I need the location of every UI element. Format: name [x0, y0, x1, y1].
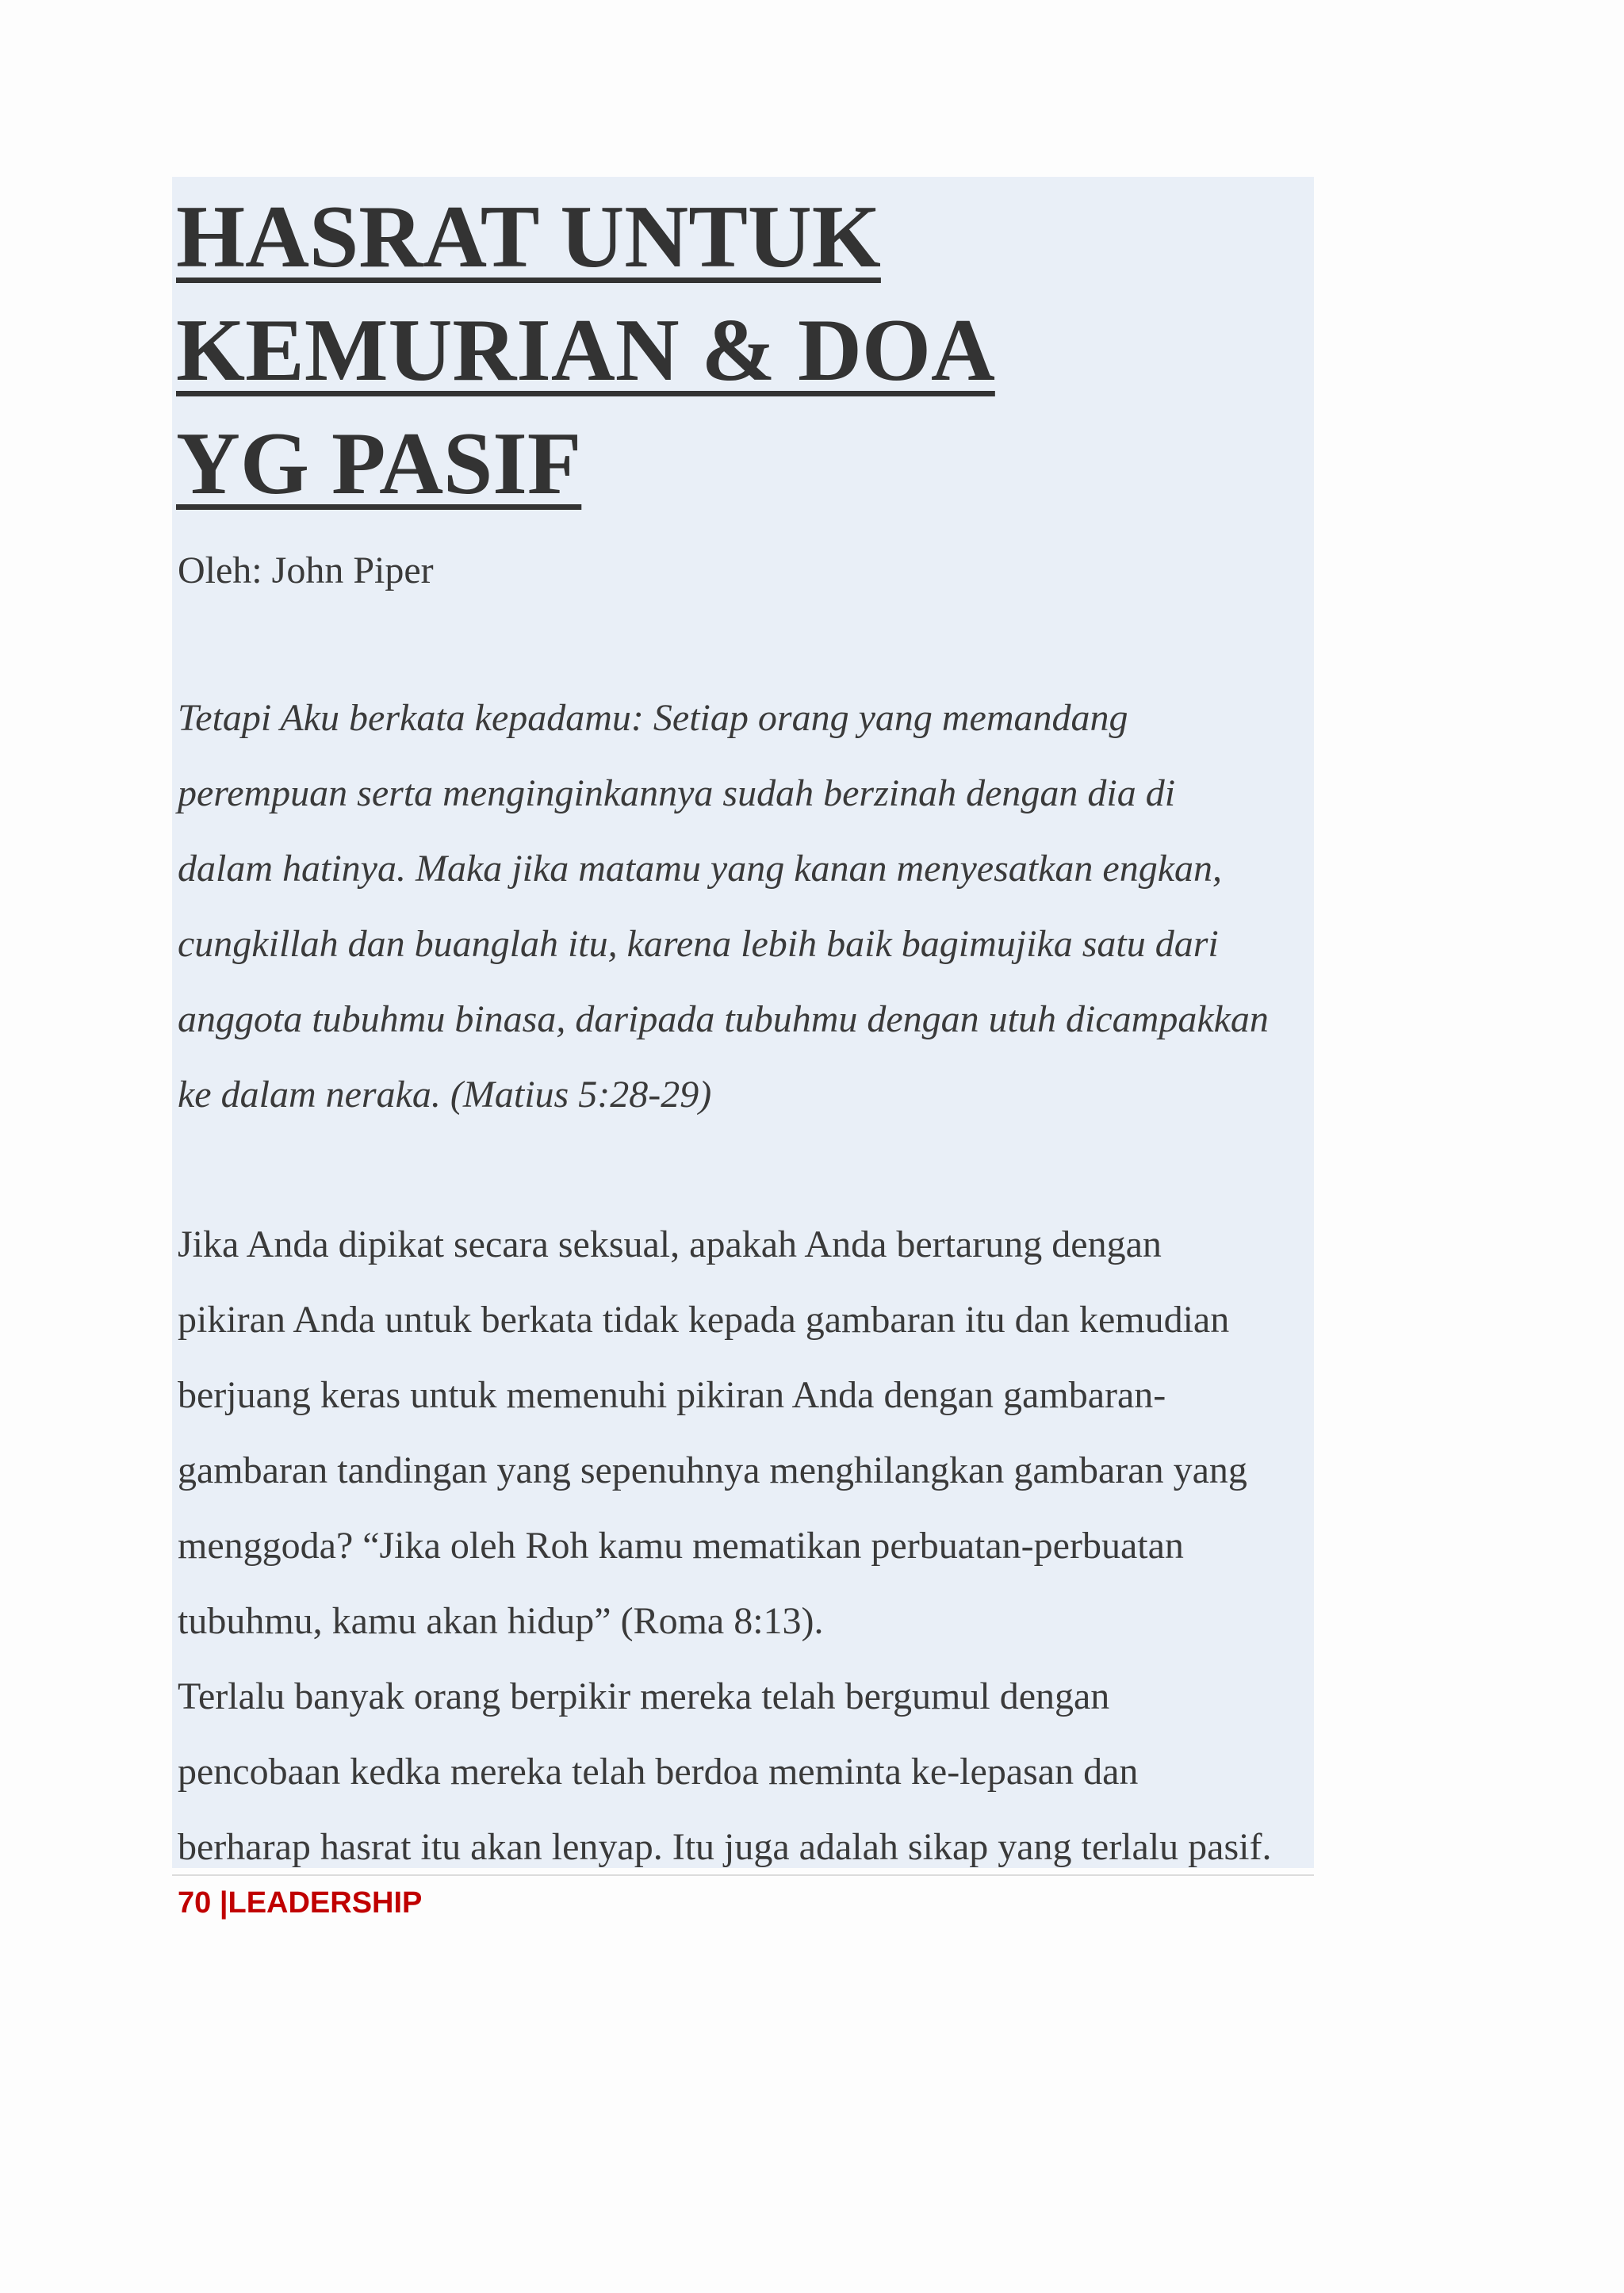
- article-body: [178, 1207, 1320, 1885]
- title-line: YG PASIF: [176, 415, 582, 513]
- body-line: berjuang keras untuk memenuhi pikiran Anda dengan gambaran-: [178, 1374, 1166, 1416]
- quote-line: cungkillah dan buanglah itu, karena lebih baik bagimujika satu dari: [178, 923, 1219, 965]
- page-number: 70: [178, 1886, 212, 1920]
- quote-line: anggota tubuhmu binasa, daripada tubuhmu dengan utuh dicampakkan: [178, 998, 1269, 1040]
- quote-line: dalam hatinya. Maka jika matamu yang kanan menyesatkan engkan,: [178, 848, 1223, 890]
- body-line: menggoda? “Jika oleh Roh kamu mematikan perbuatan-perbuatan: [178, 1525, 1184, 1567]
- title-line: HASRAT UNTUK: [176, 188, 881, 286]
- author-byline: Oleh: John Piper: [178, 549, 434, 591]
- footer-section-name: LEADERSHIP: [228, 1886, 423, 1920]
- body-line: Terlalu banyak orang berpikir mereka telah bergumul dengan: [178, 1675, 1110, 1717]
- body-line: tubuhmu, kamu akan hidup” (Roma 8:13).: [178, 1600, 824, 1642]
- title-line: KEMURIAN & DOA: [176, 301, 995, 400]
- footer-divider: [172, 1874, 1314, 1876]
- quote-line: Tetapi Aku berkata kepadamu: Setiap orang yang memandang: [178, 697, 1128, 739]
- quote-line: perempuan serta menginginkannya sudah berzinah dengan dia di: [178, 772, 1176, 814]
- article-title: [176, 181, 995, 521]
- body-line: pikiran Anda untuk berkata tidak kepada gambaran itu dan kemudian: [178, 1299, 1230, 1341]
- page-footer: [178, 1881, 422, 1925]
- body-line: pencobaan kedka mereka telah berdoa meminta ke-lepasan dan: [178, 1751, 1139, 1793]
- body-line: Jika Anda dipikat secara seksual, apakah Anda bertarung dengan: [178, 1223, 1162, 1265]
- body-line: gambaran tandingan yang sepenuhnya menghilangkan gambaran yang: [178, 1449, 1247, 1491]
- footer-separator: |: [211, 1886, 228, 1920]
- scripture-quote: [178, 680, 1320, 1132]
- body-line: berharap hasrat itu akan lenyap. Itu juga adalah sikap yang terlalu pasif.: [178, 1826, 1272, 1868]
- quote-line: ke dalam neraka. (Matius 5:28-29): [178, 1074, 712, 1116]
